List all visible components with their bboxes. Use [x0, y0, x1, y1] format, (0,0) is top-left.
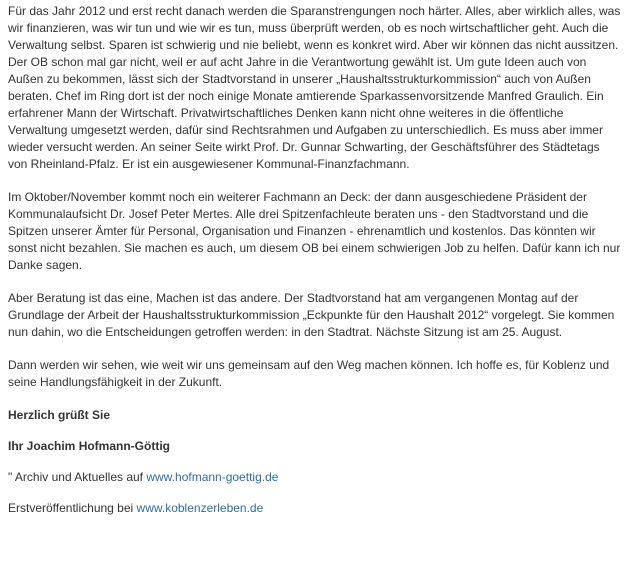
paragraph-savings: Für das Jahr 2012 und erst recht danach werden die Sparanstrengungen noch härter. Alles, aber wirklich alles, was wir finanzieren, was wir tun und wie wir es tun, muss überprüft werden, ob es noch wirtschaftlicher geht. Auch die Verwaltung selbst. Sparen ist schwierig und nie beliebt, wenn es konkret wird. Aber wir können das nicht aussitzen. Der OB schon mal gar nicht, weil er auf acht Jahre in die Verantwortung gewählt ist. Um gute Ideen auch von Außen zu bekommen, lässt sich der Stadtvorstand in unserer „Haushaltsstrukturkommission“ auch von Außen beraten. Chef im Ring dort ist der noch einige Monate amtierende Sparkassenvorsitzende Manfred Graulich. Ein erfahrener Mann der Wirtschaft. Privatwirtschaftliches Denken kann nicht ohne weiteres in die öffentliche Verwaltung umgesetzt werden, dafür sind Rechtsrahmen und Aufgaben zu unterschiedlich. Es muss aber immer wieder versucht werden. An seiner Seite wirkt Prof. Dr. Gunnar Schwarting, der Geschäftsführer des Städtetags von Rheinland-Pfalz. Er ist ein ausgewiesener Kommunal-Finanzfachmann. [8, 4, 621, 171]
paragraph-experts: Im Oktober/November kommt noch ein weiterer Fachmann an Deck: der dann ausgeschiedene Präsident der Kommunalaufsicht Dr. Josef Peter Mertes. Alle drei Spitzenfachleute beraten uns - den Stadtvorstand und die Spitzen unserer Ämter für Personal, Organisation und Finanzen - ehrenamtlich und kostenlos. Das könnten wir sonst nicht bezahlen. Sie machen es auch, um diesem OB bei einem schwierigen Job zu helfen. Dafür kann ich nur Danke sagen. [8, 190, 621, 272]
first-publication-line [8, 500, 621, 517]
greeting: Herzlich grüßt Sie [8, 408, 111, 422]
archive-prefix: " Archiv und Aktuelles auf [8, 470, 147, 484]
signature: Ihr Joachim Hofmann-Göttig [8, 439, 170, 453]
paragraph-outlook: Dann werden wir sehen, wie weit wir uns gemeinsam auf den Weg machen können. Ich hoffe es, für Koblenz und seine Handlungsfähigkeit in der Zukunft. [8, 358, 610, 389]
paragraph-advice: Aber Beratung ist das eine, Machen ist das andere. Der Stadtvorstand hat am vergangenen Montag auf der Grundlage der Arbeit der Haushaltsstrukturkommission „Eckpunkte für den Haushalt 2012“ vorgelegt. Sie kommen nun dahin, wo die Entscheidungen getroffen werden: in den Stadtrat. Nächste Sitzung ist am 25. August. [8, 291, 615, 339]
archive-line [8, 469, 621, 486]
first-publication-prefix: Erstveröffentlichung bei [8, 501, 137, 515]
archive-link[interactable]: www.hofmann-goettig.de [146, 470, 279, 484]
first-publication-link[interactable]: www.koblenzerleben.de [136, 501, 264, 515]
